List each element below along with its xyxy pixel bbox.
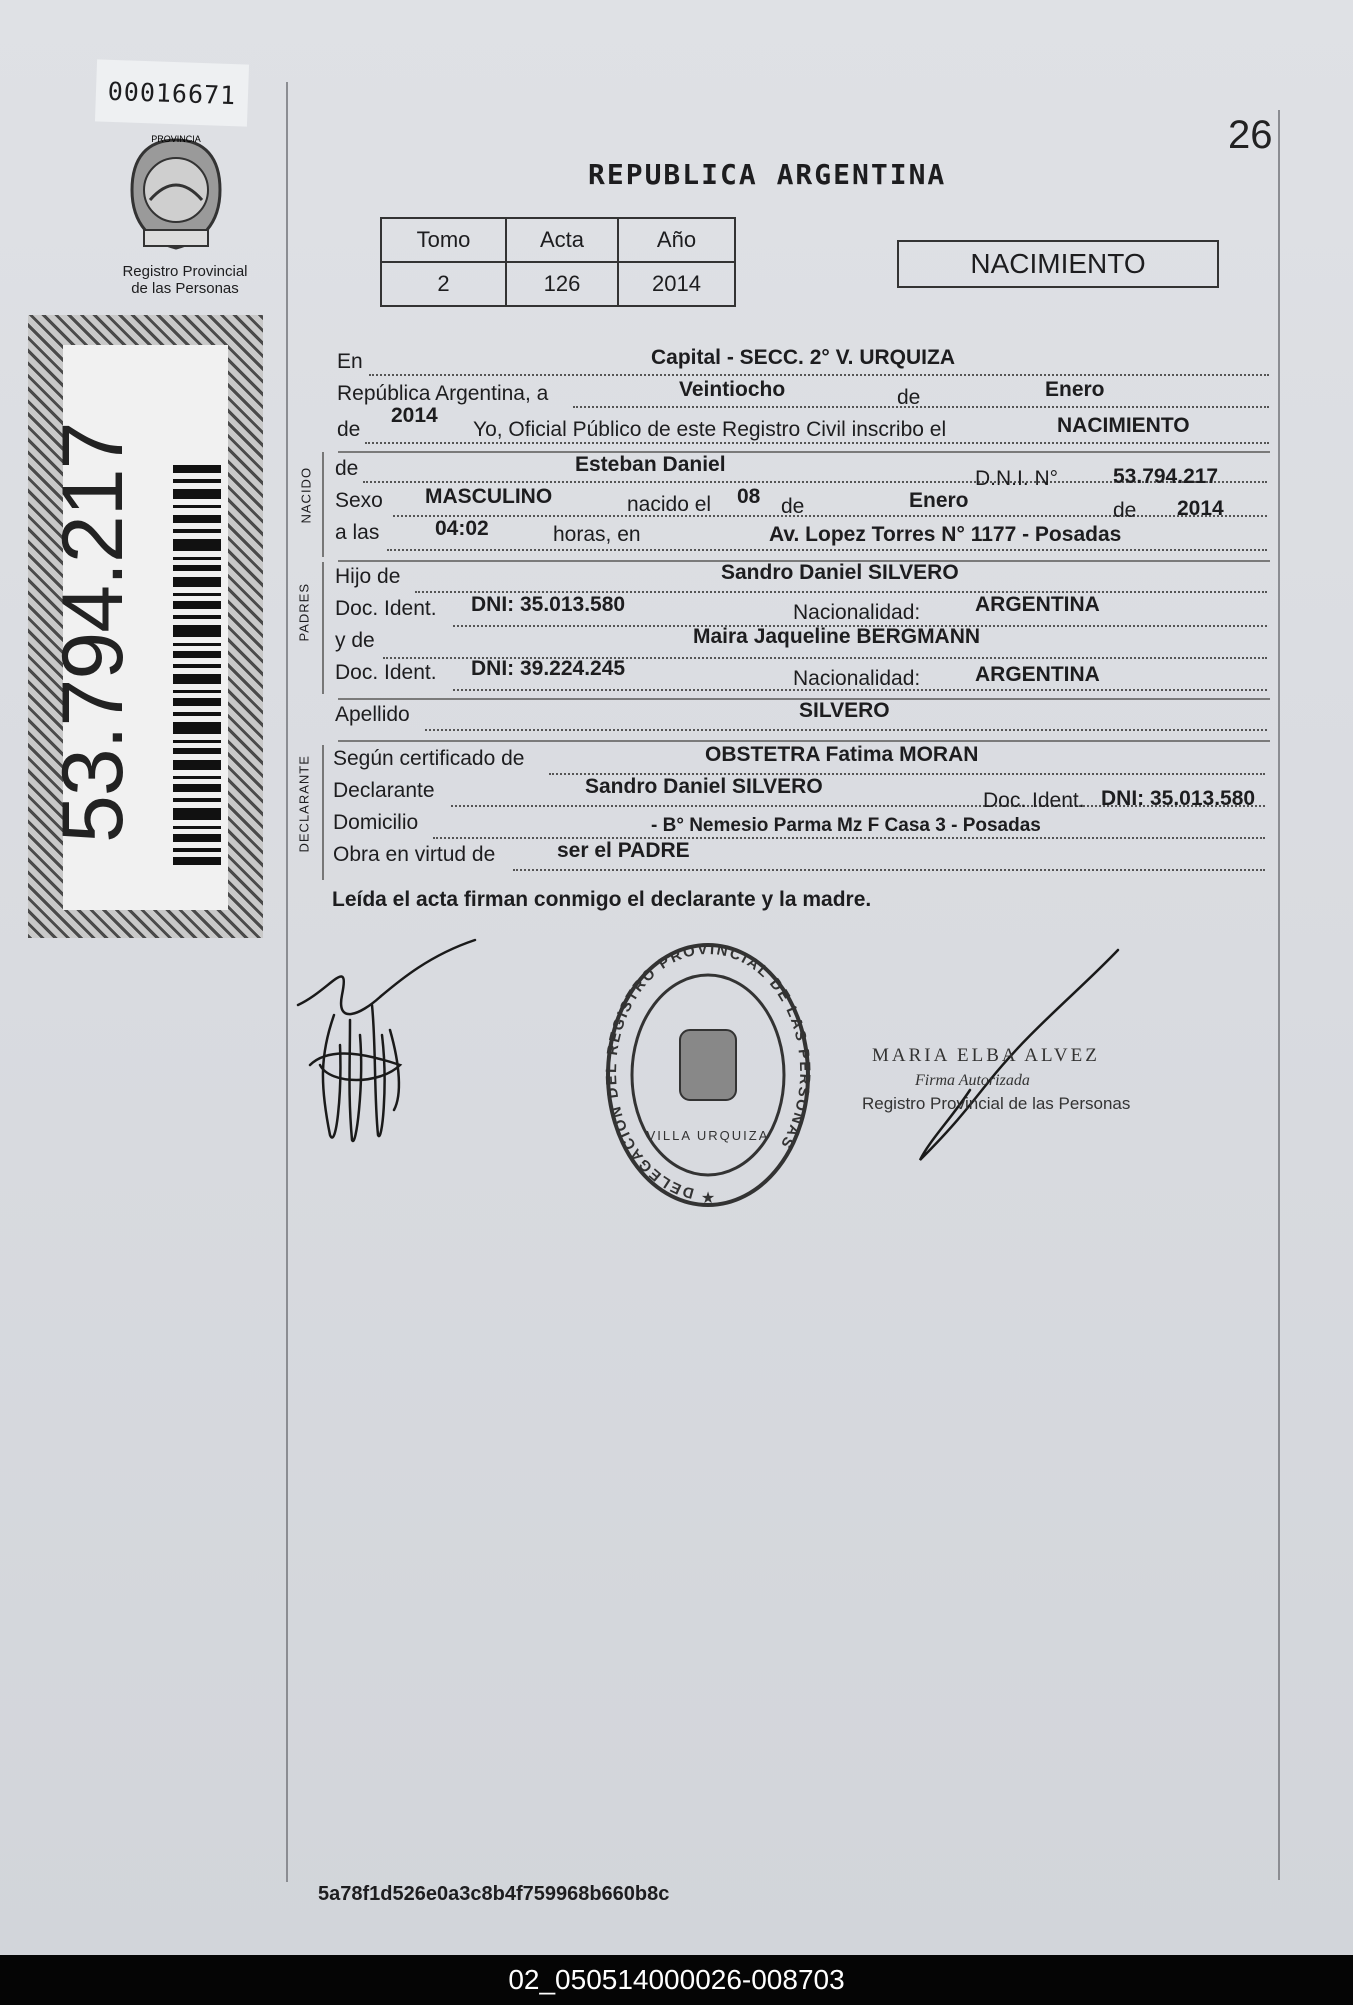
de-label: de	[1113, 499, 1137, 522]
nacionalidad-label: Nacionalidad:	[793, 667, 921, 690]
declarant-name-value: Sandro Daniel SILVERO	[585, 775, 823, 798]
mother-nationality-value: ARGENTINA	[975, 663, 1100, 686]
year-prefix-label: de	[337, 418, 361, 441]
sexo-value: MASCULINO	[425, 485, 553, 508]
place-value: Capital - SECC. 2° V. URQUIZA	[651, 346, 956, 369]
authority-office: Registro Provincial de las Personas	[862, 1094, 1131, 1113]
year-value: 2014	[391, 404, 438, 427]
left-margin-line	[286, 82, 288, 1882]
registry-name-line1: Registro Provincial	[122, 263, 248, 280]
birth-place-value: Av. Lopez Torres N° 1177 - Posadas	[769, 523, 1122, 546]
birth-month-value: Enero	[909, 489, 969, 512]
father-doc-value: DNI: 35.013.580	[471, 593, 626, 616]
register-header-ano: Año	[618, 218, 735, 262]
seal-outer-text: DELEGACION DEL REGISTRO PROVINCIAL DE LAS PERSONAS	[602, 940, 814, 1202]
declarante-section-bar	[322, 745, 324, 880]
dotted-rule	[369, 374, 1269, 376]
section-separator	[338, 740, 1270, 742]
register-header-tomo: Tomo	[381, 218, 506, 262]
footer-code: 02_050514000026-008703	[0, 1955, 1353, 2005]
dotted-rule	[513, 869, 1265, 871]
declarant-signature	[290, 935, 490, 1150]
provincial-crest-logo	[120, 130, 232, 255]
seal-inner-text: VILLA URQUIZA	[646, 1128, 770, 1143]
closing-statement: Leída el acta firman conmigo el declarante y la madre.	[332, 888, 872, 911]
padres-section-label: PADRES	[296, 583, 312, 642]
declarante-section-label: DECLARANTE	[296, 755, 312, 853]
dotted-rule	[425, 729, 1267, 731]
document-title: REPUBLICA ARGENTINA	[588, 158, 947, 191]
horas-label: horas, en	[553, 523, 641, 546]
barcode-sticker	[28, 315, 263, 938]
month-value: Enero	[1045, 378, 1105, 401]
register-value-acta: 126	[506, 262, 618, 306]
dotted-rule	[387, 549, 1267, 551]
en-label: En	[337, 350, 363, 373]
sexo-label: Sexo	[335, 489, 383, 512]
right-margin-line	[1278, 110, 1280, 1880]
dotted-rule	[365, 442, 1269, 444]
de-label: de	[897, 386, 921, 409]
de-label: de	[781, 495, 805, 518]
official-seal	[598, 935, 818, 1220]
father-name-value: Sandro Daniel SILVERO	[721, 561, 959, 584]
surname-value: SILVERO	[799, 699, 890, 722]
certificate-value: OBSTETRA Fatima MORAN	[705, 743, 979, 766]
act-word-value: NACIMIENTO	[1057, 414, 1190, 437]
doc-ident-label: Doc. Ident.	[983, 789, 1085, 812]
register-value-ano: 2014	[618, 262, 735, 306]
birth-day-value: 08	[737, 485, 761, 508]
nacido-de-label: de	[335, 457, 359, 480]
doc-ident-label: Doc. Ident.	[335, 597, 437, 620]
child-dni-value: 53.794.217	[1113, 465, 1219, 488]
declarante-label: Declarante	[333, 779, 435, 802]
officer-text: Yo, Oficial Público de este Registro Civil inscribo el	[473, 418, 947, 441]
barcode-icon	[173, 465, 221, 865]
birth-year-value: 2014	[1177, 497, 1224, 520]
obra-value: ser el PADRE	[557, 839, 690, 862]
serial-number-stamp: 00016671	[95, 59, 249, 126]
mother-doc-value: DNI: 39.224.245	[471, 657, 626, 680]
sticker-number: 53.794.217	[45, 422, 141, 843]
birth-time-value: 04:02	[435, 517, 489, 540]
nacido-section-bar	[322, 452, 324, 557]
declarant-doc-value: DNI: 35.013.580	[1101, 787, 1256, 810]
page-number: 26	[1228, 113, 1273, 157]
apellido-label: Apellido	[335, 703, 410, 726]
certificado-label: Según certificado de	[333, 747, 525, 770]
republic-label: República Argentina, a	[337, 382, 549, 405]
authority-role: Firma Autorizada	[915, 1072, 1030, 1089]
child-name-value: Esteban Daniel	[575, 453, 726, 476]
register-table-header-row	[381, 218, 735, 262]
authority-name: MARIA ELBA ALVEZ	[872, 1045, 1100, 1066]
y-de-label: y de	[335, 629, 375, 652]
section-separator	[338, 451, 1270, 453]
nacido-el-label: nacido el	[627, 493, 712, 516]
day-value: Veintiocho	[679, 378, 786, 401]
mother-name-value: Maira Jaqueline BERGMANN	[693, 625, 981, 648]
doc-ident-label: Doc. Ident.	[335, 661, 437, 684]
obra-label: Obra en virtud de	[333, 843, 496, 866]
father-nationality-value: ARGENTINA	[975, 593, 1100, 616]
registry-name	[100, 263, 270, 297]
register-table	[380, 217, 736, 307]
alas-label: a las	[335, 521, 380, 544]
register-table-value-row	[381, 262, 735, 306]
svg-text:★: ★	[700, 1190, 716, 1207]
document-hash: 5a78f1d526e0a3c8b4f759968b660b8c	[318, 1883, 670, 1905]
domicile-value: - B° Nemesio Parma Mz F Casa 3 - Posadas	[651, 815, 1041, 836]
act-type-box: NACIMIENTO	[897, 240, 1219, 288]
register-header-acta: Acta	[506, 218, 618, 262]
nacionalidad-label: Nacionalidad:	[793, 601, 921, 624]
dni-label: D.N.I. N°	[975, 467, 1059, 490]
dotted-rule	[573, 406, 1269, 408]
nacido-section-label: NACIDO	[298, 466, 314, 524]
barcode-sticker-face	[45, 345, 228, 910]
padres-section-bar	[322, 562, 324, 694]
hijo-de-label: Hijo de	[335, 565, 401, 588]
register-value-tomo: 2	[381, 262, 506, 306]
svg-text:PROVINCIA: PROVINCIA	[151, 134, 201, 144]
domicilio-label: Domicilio	[333, 811, 419, 834]
registry-name-line2: de las Personas	[131, 280, 239, 297]
